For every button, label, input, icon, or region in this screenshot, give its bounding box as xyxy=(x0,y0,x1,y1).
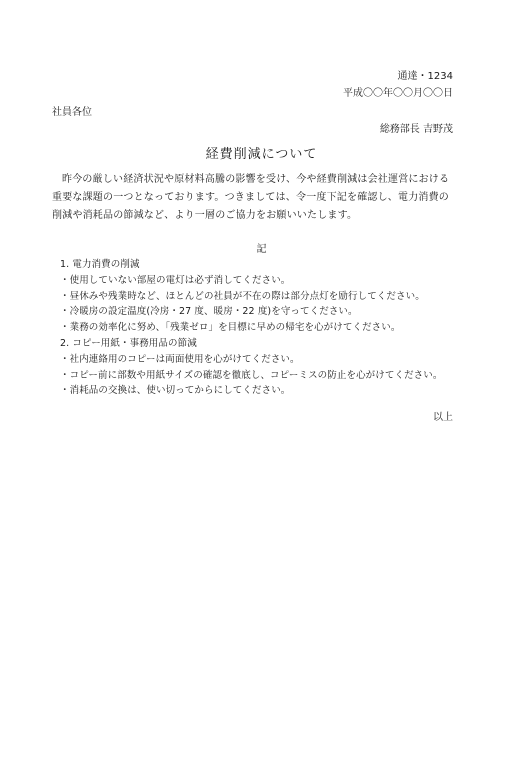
list-item: ・昼休みや残業時など、ほとんどの社員が不在の際は部分点灯を励行してください。 xyxy=(60,290,425,302)
list-item: ・コピー前に部数や用紙サイズの確認を徹底し、コピーミスの防止を心がけてください。 xyxy=(60,369,443,381)
section-heading-copy: 2. コピー用紙・事務用品の節減 xyxy=(60,337,197,349)
document-title: 経費削減について xyxy=(205,147,318,162)
list-item: ・冷暖房の設定温度(冷房・27 度、暖房・22 度)を守ってください。 xyxy=(60,306,358,318)
document-number: 通達・1234 xyxy=(397,71,453,82)
section-heading-power: 1. 電力消費の削減 xyxy=(60,259,140,270)
closing: 以上 xyxy=(433,412,453,423)
recipient: 社員各位 xyxy=(52,107,92,118)
body-paragraph: 昨今の厳しい経済状況や原材料高騰の影響を受け、今や経費削減は会社運営における重要な課題の一つとなっております。つきましては、令一度下記を確認し、電力消費の削減や消耗品の節減など、より一層のご協力をお願いいたします。 xyxy=(52,174,450,221)
list-item: ・社内連絡用のコピーは両面使用を心がけてください。 xyxy=(60,353,300,365)
list-item: ・業務の効率化に努め、「残業ゼロ」を目標に早めの帰宅を心がけてください。 xyxy=(60,322,401,334)
document-date: 平成〇〇年〇〇月〇〇日 xyxy=(343,88,453,99)
list-item: ・使用していない部屋の電灯は必ず消してください。 xyxy=(60,274,291,286)
ki-heading: 記 xyxy=(256,244,267,255)
list-item: ・消耗品の交換は、使い切ってからにしてください。 xyxy=(60,385,291,397)
sender: 総務部長 吉野茂 xyxy=(379,124,453,135)
item-list xyxy=(60,257,442,399)
